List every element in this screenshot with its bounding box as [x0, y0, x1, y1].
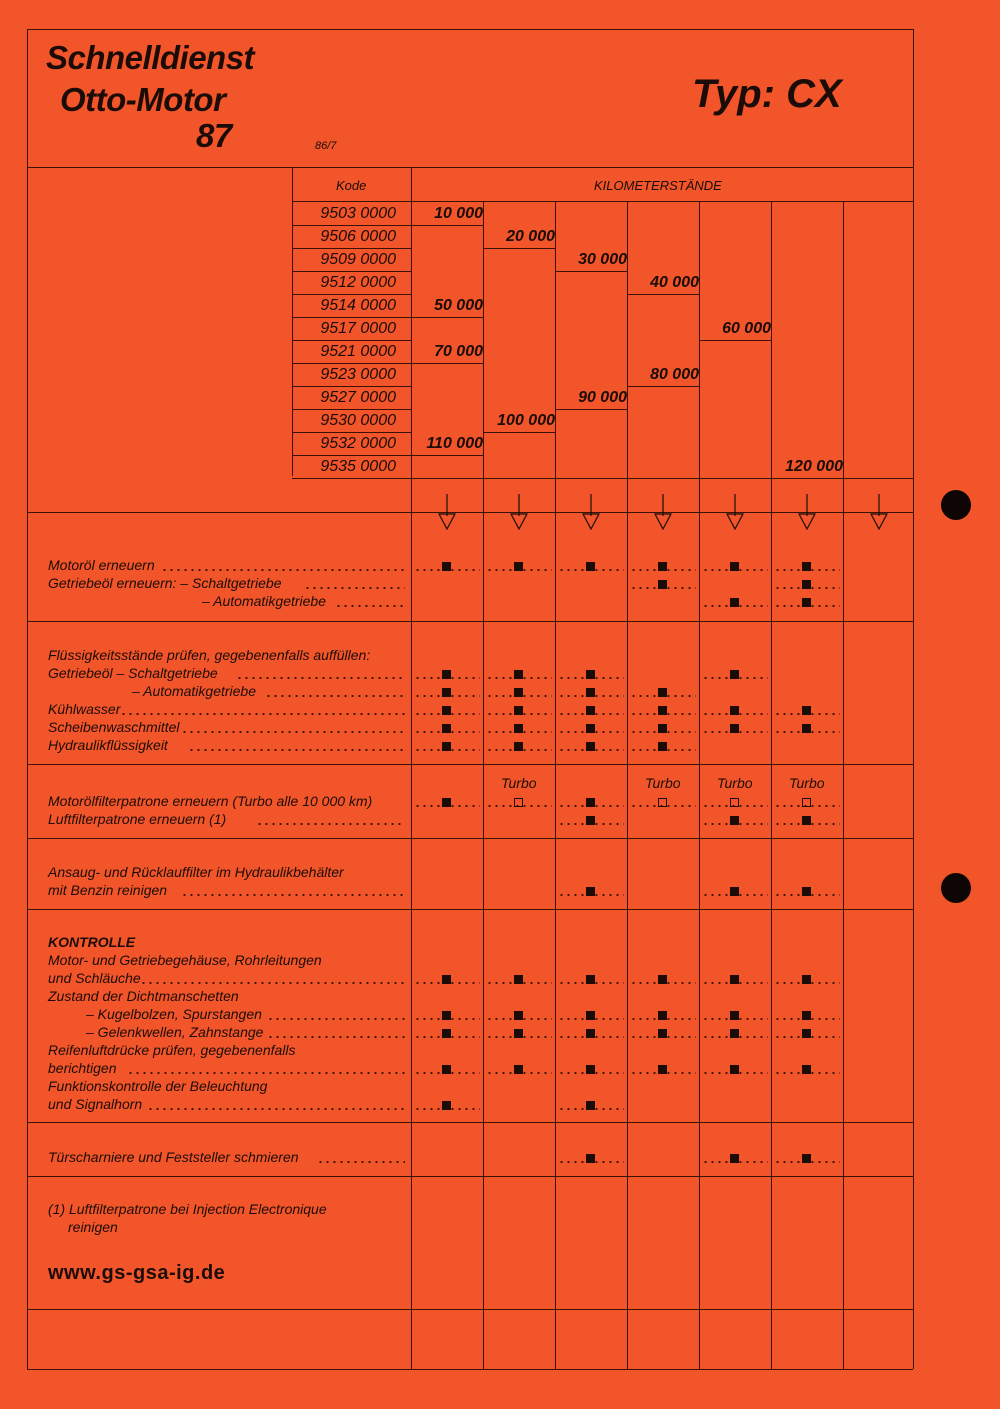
filled-square-mark	[586, 1101, 595, 1110]
punch-hole-lower	[941, 873, 971, 903]
filled-square-mark	[442, 1101, 451, 1110]
filled-square-mark	[658, 742, 667, 751]
task-label-21: Funktionskontrolle der Beleuchtung	[48, 1078, 268, 1094]
km-column-line	[483, 201, 484, 1369]
filled-square-mark	[658, 688, 667, 697]
km-4: 50 000	[434, 297, 483, 314]
filled-square-mark	[442, 798, 451, 807]
leader-dots	[120, 713, 405, 715]
filled-square-mark	[442, 1011, 451, 1020]
km-column-line	[555, 201, 556, 1369]
leader-dots	[181, 731, 405, 733]
filled-square-mark	[658, 706, 667, 715]
km-step-line	[411, 225, 483, 226]
title-line-2: Otto-Motor	[60, 81, 226, 118]
section-divider	[27, 512, 913, 513]
frame-left	[27, 29, 28, 1369]
km-step-line	[699, 340, 771, 341]
header-rule	[292, 201, 913, 202]
down-arrow-icon	[437, 494, 457, 530]
task-label-4: Getriebeöl – Schaltgetriebe	[48, 665, 218, 681]
turbo-label: Turbo	[789, 775, 825, 791]
task-label-15: und Schläuche	[48, 970, 141, 986]
km-8: 90 000	[578, 389, 627, 406]
task-label-0: Motoröl erneuern	[48, 557, 155, 573]
filled-square-mark	[730, 816, 739, 825]
km-step-line	[555, 409, 627, 410]
km-step-line	[555, 271, 627, 272]
km-step-line	[771, 478, 843, 479]
filled-square-mark	[442, 706, 451, 715]
code-row-line	[292, 340, 411, 341]
code-row-line	[292, 271, 411, 272]
task-label-6: Kühlwasser	[48, 701, 121, 717]
down-arrow-icon	[581, 494, 601, 530]
km-9: 100 000	[497, 412, 555, 429]
section-divider	[27, 764, 913, 765]
filled-square-mark	[730, 562, 739, 571]
km-step-line	[483, 432, 555, 433]
frame-top	[27, 29, 913, 30]
filled-square-mark	[730, 670, 739, 679]
task-label-18: – Gelenkwellen, Zahnstange	[86, 1024, 264, 1040]
header-divider	[27, 167, 913, 168]
filled-square-mark	[658, 562, 667, 571]
filled-square-mark	[514, 724, 523, 733]
task-label-13: KONTROLLE	[48, 934, 136, 950]
down-arrow-icon	[653, 494, 673, 530]
task-label-10: Luftfilterpatrone erneuern (1)	[48, 811, 227, 827]
code-6: 9521 0000	[320, 343, 396, 360]
code-3: 9512 0000	[320, 274, 396, 291]
filled-square-mark	[586, 975, 595, 984]
filled-square-mark	[586, 1154, 595, 1163]
km-column-line	[627, 201, 628, 1369]
code-4: 9514 0000	[320, 297, 396, 314]
filled-square-mark	[730, 706, 739, 715]
filled-square-mark	[730, 1011, 739, 1020]
km-step-line	[411, 363, 483, 364]
code-row-line	[292, 386, 411, 387]
code-5: 9517 0000	[320, 320, 396, 337]
leader-dots	[267, 1018, 405, 1020]
footnote-line-1: (1) Luftfilterpatrone bei Injection Electronique	[48, 1201, 327, 1217]
open-square-mark	[802, 798, 811, 807]
code-row-line	[292, 225, 411, 226]
code-row-line	[292, 363, 411, 364]
leader-dots	[127, 1072, 405, 1074]
footnote-line-2: reinigen	[68, 1219, 118, 1235]
task-label-2: – Automatikgetriebe	[202, 593, 326, 609]
filled-square-mark	[802, 580, 811, 589]
km-column-line	[699, 201, 700, 1369]
filled-square-mark	[730, 975, 739, 984]
filled-square-mark	[802, 887, 811, 896]
code-header: Kode	[336, 178, 367, 193]
filled-square-mark	[514, 975, 523, 984]
vehicle-type: Typ: CX	[692, 72, 842, 116]
task-label-5: – Automatikgetriebe	[132, 683, 256, 699]
filled-square-mark	[514, 688, 523, 697]
filled-square-mark	[730, 724, 739, 733]
mileage-header: KILOMETERSTÄNDE	[594, 178, 722, 193]
filled-square-mark	[586, 706, 595, 715]
section-divider	[27, 621, 913, 622]
filled-square-mark	[442, 724, 451, 733]
km-step-line	[627, 386, 699, 387]
code-row-line	[292, 432, 411, 433]
title-line-1: Schnelldienst	[46, 39, 255, 76]
task-label-23: Türscharniere und Feststeller schmieren	[48, 1149, 299, 1165]
filled-square-mark	[802, 724, 811, 733]
code-row-line	[292, 294, 411, 295]
section-divider	[27, 1309, 913, 1310]
filled-square-mark	[442, 562, 451, 571]
punch-hole-upper	[941, 490, 971, 520]
leader-dots	[147, 1108, 405, 1110]
leader-dots	[265, 695, 405, 697]
leader-dots	[236, 677, 405, 679]
filled-square-mark	[658, 580, 667, 589]
filled-square-mark	[586, 670, 595, 679]
task-label-8: Hydraulikflüssigkeit	[48, 737, 168, 753]
filled-square-mark	[802, 816, 811, 825]
filled-square-mark	[802, 706, 811, 715]
section-divider	[27, 838, 913, 839]
code-11: 9535 0000	[320, 458, 396, 475]
km-11: 120 000	[785, 458, 843, 475]
leader-dots	[267, 1036, 405, 1038]
code-2: 9509 0000	[320, 251, 396, 268]
leader-dots	[140, 982, 405, 984]
code-row-line	[292, 455, 411, 456]
frame-bottom	[27, 1369, 913, 1370]
task-label-7: Scheibenwaschmittel	[48, 719, 180, 735]
task-label-9: Motorölfilterpatrone erneuern (Turbo alle 10 000 km)	[48, 793, 373, 809]
down-arrow-icon	[797, 494, 817, 530]
task-label-12: mit Benzin reinigen	[48, 882, 168, 898]
reference-number: 86/7	[315, 140, 337, 152]
open-square-mark	[730, 798, 739, 807]
filled-square-mark	[586, 1065, 595, 1074]
task-label-16: Zustand der Dichtmanschetten	[48, 988, 239, 1004]
filled-square-mark	[586, 798, 595, 807]
task-label-19: Reifenluftdrücke prüfen, gegebenenfalls	[48, 1042, 296, 1058]
filled-square-mark	[730, 887, 739, 896]
km-step-line	[411, 455, 483, 456]
filled-square-mark	[442, 742, 451, 751]
code-0: 9503 0000	[320, 205, 396, 222]
code-10: 9532 0000	[320, 435, 396, 452]
code-9: 9530 0000	[320, 412, 396, 429]
task-label-1: Getriebeöl erneuern: – Schaltgetriebe	[48, 575, 282, 591]
filled-square-mark	[658, 724, 667, 733]
km-7: 80 000	[650, 366, 699, 383]
down-arrow-icon	[509, 494, 529, 530]
task-label-17: – Kugelbolzen, Spurstangen	[86, 1006, 262, 1022]
section-divider	[27, 909, 913, 910]
filled-square-mark	[658, 1029, 667, 1038]
code-7: 9523 0000	[320, 366, 396, 383]
leader-dots	[181, 894, 405, 896]
filled-square-mark	[730, 1065, 739, 1074]
filled-square-mark	[586, 688, 595, 697]
km-6: 70 000	[434, 343, 483, 360]
filled-square-mark	[442, 975, 451, 984]
turbo-label: Turbo	[717, 775, 753, 791]
filled-square-mark	[514, 1065, 523, 1074]
leader-dots	[335, 605, 405, 607]
down-arrow-icon	[869, 494, 889, 530]
website-link[interactable]: www.gs-gsa-ig.de	[48, 1262, 226, 1284]
filled-square-mark	[802, 1011, 811, 1020]
filled-square-mark	[514, 706, 523, 715]
task-label-22: und Signalhorn	[48, 1096, 143, 1112]
code-row-line	[292, 248, 411, 249]
code-row-line	[292, 317, 411, 318]
filled-square-mark	[802, 975, 811, 984]
filled-square-mark	[586, 1011, 595, 1020]
filled-square-mark	[730, 598, 739, 607]
filled-square-mark	[442, 1029, 451, 1038]
open-square-mark	[658, 798, 667, 807]
code-8: 9527 0000	[320, 389, 396, 406]
filled-square-mark	[802, 598, 811, 607]
km-step-line	[483, 248, 555, 249]
filled-square-mark	[442, 1065, 451, 1074]
section-divider	[27, 1176, 913, 1177]
filled-square-mark	[514, 1011, 523, 1020]
filled-square-mark	[514, 670, 523, 679]
km-step-line	[627, 294, 699, 295]
filled-square-mark	[802, 562, 811, 571]
km-5: 60 000	[722, 320, 771, 337]
filled-square-mark	[730, 1029, 739, 1038]
filled-square-mark	[802, 1029, 811, 1038]
leader-dots	[304, 587, 405, 589]
task-label-20: berichtigen	[48, 1060, 117, 1076]
km-column-line	[771, 201, 772, 1369]
leader-dots	[161, 569, 405, 571]
filled-square-mark	[658, 1065, 667, 1074]
open-square-mark	[514, 798, 523, 807]
filled-square-mark	[730, 1154, 739, 1163]
frame-right	[913, 29, 914, 1369]
km-1: 20 000	[506, 228, 555, 245]
code-column-right	[411, 167, 412, 1369]
km-3: 40 000	[650, 274, 699, 291]
task-label-11: Ansaug- und Rücklauffilter im Hydraulikbehälter	[48, 864, 344, 880]
code-row-line	[292, 409, 411, 410]
section-divider	[27, 1122, 913, 1123]
filled-square-mark	[586, 562, 595, 571]
task-label-3: Flüssigkeitsstände prüfen, gegebenenfalls auffüllen:	[48, 647, 371, 663]
km-2: 30 000	[578, 251, 627, 268]
km-step-line	[411, 317, 483, 318]
filled-square-mark	[658, 975, 667, 984]
km-10: 110 000	[426, 435, 483, 452]
down-arrow-icon	[725, 494, 745, 530]
filled-square-mark	[586, 724, 595, 733]
filled-square-mark	[658, 1011, 667, 1020]
leader-dots	[317, 1161, 405, 1163]
km-0: 10 000	[434, 205, 483, 222]
filled-square-mark	[802, 1154, 811, 1163]
filled-square-mark	[442, 670, 451, 679]
task-label-14: Motor- und Getriebegehäuse, Rohrleitungen	[48, 952, 322, 968]
title-line-3: 87	[196, 117, 232, 154]
filled-square-mark	[586, 742, 595, 751]
turbo-label: Turbo	[645, 775, 681, 791]
filled-square-mark	[514, 1029, 523, 1038]
filled-square-mark	[802, 1065, 811, 1074]
filled-square-mark	[514, 742, 523, 751]
filled-square-mark	[586, 1029, 595, 1038]
leader-dots	[188, 749, 405, 751]
filled-square-mark	[586, 816, 595, 825]
leader-dots	[256, 823, 405, 825]
km-column-line	[843, 201, 844, 1369]
code-1: 9506 0000	[320, 228, 396, 245]
filled-square-mark	[586, 887, 595, 896]
filled-square-mark	[514, 562, 523, 571]
filled-square-mark	[442, 688, 451, 697]
turbo-label: Turbo	[501, 775, 537, 791]
